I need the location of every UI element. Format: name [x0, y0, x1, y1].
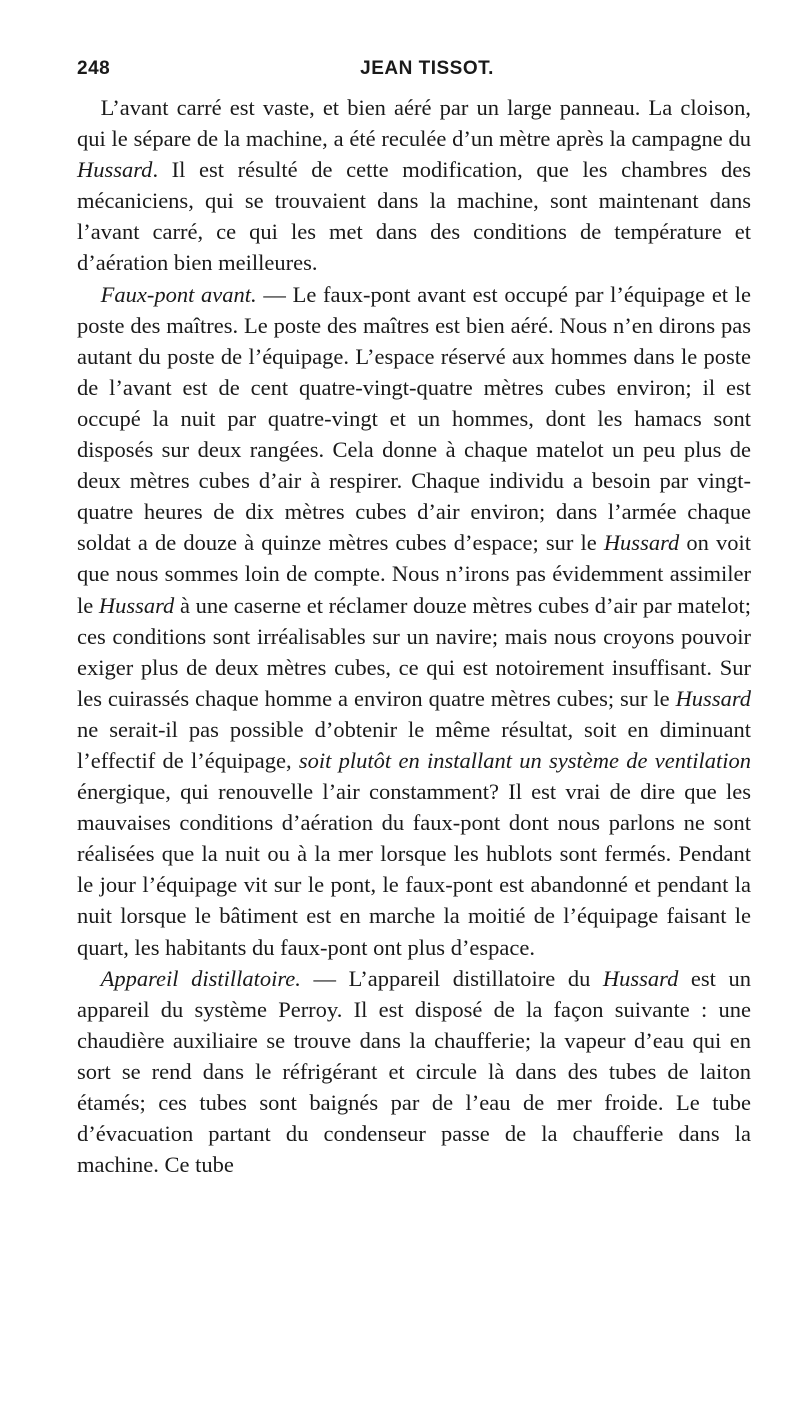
text-span: — Le faux-pont avant est occupé par l’équipage et le poste des maîtres. Le poste des maîtres est bien aéré. Nous n’en dirons pas autant du poste de l’équipage. L’espace réservé aux hommes dans le poste de l’avant est de cent quatre-vingt-quatre mètres cubes environ; il est occupé la nuit par quatre-vingt et un hommes, dont les hamacs sont disposés sur deux rangées. Cela donne à chaque matelot un peu plus de deux mètres cubes d’air à respirer. Chaque individu a besoin par vingt-quatre heures de dix mètres cubes d’air environ; dans l’armée chaque soldat a de douze à quinze mètres cubes d’espace; sur le	[77, 281, 751, 556]
ship-name-hussard: Hussard	[603, 530, 680, 556]
ship-name-hussard: Hussard	[98, 592, 175, 618]
paragraph-faux-pont-avant	[77, 279, 751, 963]
ship-name-hussard: Hussard	[675, 685, 751, 711]
paragraph-avant-carre	[77, 92, 751, 279]
text-span: est un appareil du système Perroy. Il est disposé de la façon suivante : une chaudière auxiliaire se trouve dans la chaufferie; la vapeur d’eau qui en sort se rend dans le réfrigérant et circule là dans des tubes de laiton étamés; ces tubes sont baignés par de l’eau de mer froide. Le tube d’évacuation partant du condenseur passe de la chaufferie dans la machine. Ce tube	[77, 965, 751, 1178]
text-span: — L’appareil distillatoire du	[300, 965, 603, 991]
paragraph-appareil-distillatoire	[77, 963, 751, 1181]
italic-emphasis: soit plutôt en installant un système de ventilation	[298, 747, 751, 773]
body-text	[77, 92, 751, 1180]
text-span: . Il est résulté de cette modification, que les chambres des mécaniciens, qui se trouvaient dans la machine, sont maintenant dans l’avant carré, ce qui les met dans des conditions de température et d’aération bien meilleures.	[77, 157, 751, 276]
text-span: on voit que nous sommes loin de compte. Nous n’irons pas évidemment assimiler le	[77, 530, 751, 618]
text-span: ne serait-il pas possible d’obtenir le même résultat, soit en diminuant l’effectif de l’équipage,	[77, 716, 751, 773]
page-header	[77, 58, 747, 88]
section-lead-faux-pont: Faux-pont avant.	[100, 281, 257, 307]
running-head: JEAN TISSOT.	[360, 58, 494, 79]
text-span: énergique, qui renouvelle l’air constamment? Il est vrai de dire que les mauvaises conditions d’aération du faux-pont dont nous parlons ne sont réalisées que la nuit ou à la mer lorsque les hublots sont fermés. Pendant le jour l’équipage vit sur le pont, le faux-pont est abandonné et pendant la nuit lorsque le bâtiment est en marche la moitié de l’équipage faisant le quart, les habitants du faux-pont ont plus d’espace.	[77, 779, 751, 960]
text-span: L’avant carré est vaste, et bien aéré par un large panneau. La cloison, qui le sépare de la machine, a été reculée d’un mètre après la campagne du	[77, 95, 751, 152]
text-span: à une caserne et réclamer douze mètres cubes d’air par matelot; ces conditions sont irréalisables sur un navire; mais nous croyons pouvoir exiger plus de deux mètres cubes, ce qui est notoirement insuffisant. Sur les cuirassés chaque homme a environ quatre mètres cubes; sur le	[77, 592, 751, 711]
ship-name-hussard: Hussard	[602, 965, 679, 991]
section-lead-appareil: Appareil distillatoire.	[100, 965, 301, 991]
page-number: 248	[77, 58, 111, 79]
ship-name-hussard: Hussard	[77, 157, 153, 183]
